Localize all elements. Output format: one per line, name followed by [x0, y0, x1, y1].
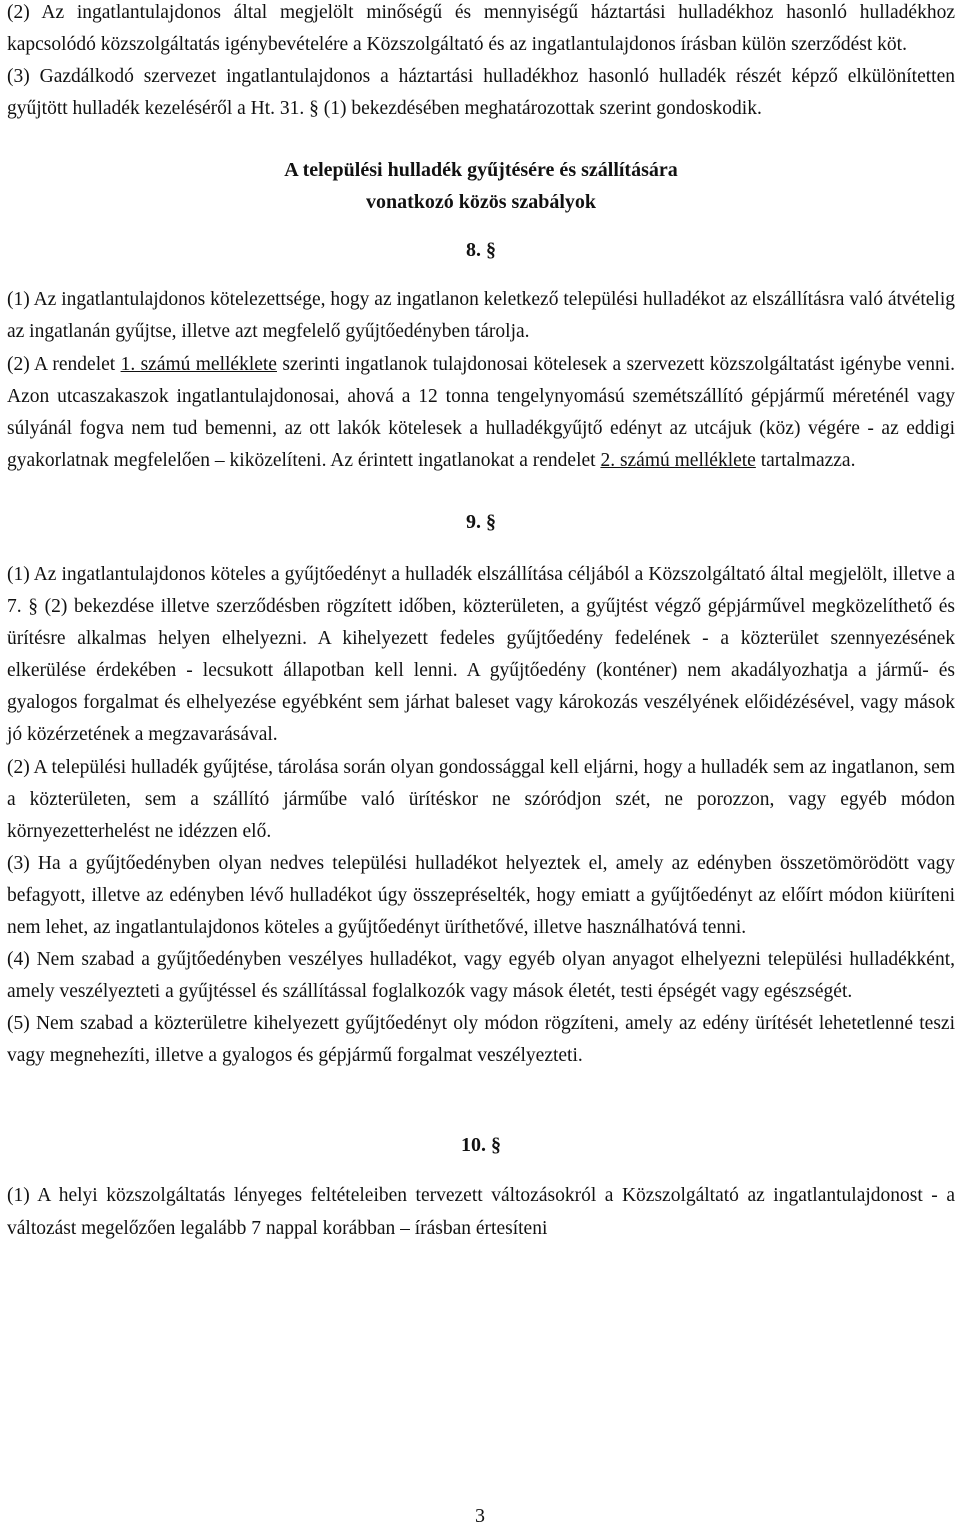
section-heading-line1: A települési hulladék gyűjtésére és szállítására [284, 159, 678, 182]
section-number-9: 9. § [466, 510, 496, 533]
document-page [7, 0, 955, 1245]
s8-paragraph-2 [7, 349, 955, 477]
s9-paragraph-5: (5) Nem szabad a közterületre kihelyezett gyűjtőedényt oly módon rögzíteni, amely az edény ürítését lehetetlenné teszi vagy megnehezíti, illetve a gyalogos és gépjármű forgalmat veszélyezteti. [7, 1013, 955, 1067]
paragraph-top-3: (3) Gazdálkodó szervezet ingatlantulajdonos a háztartási hulladékhoz hasonló hulladék részét képző elkülönítetten gyűjtött hulladék kezeléséről a Ht. 31. § (1) bekezdésében meghatározottak szerint gondoskodik. [7, 66, 955, 120]
section-number-8: 8. § [466, 239, 496, 262]
s8-paragraph-1: (1) Az ingatlantulajdonos kötelezettsége, hogy az ingatlanon keletkező települési hulladékot az elszállításra való átvételig az ingatlanán gyűjtse, illetve azt megfelelő gyűjtőedényben tárolja. [7, 289, 955, 343]
section-heading-line2: vonatkozó közös szabályok [365, 191, 597, 214]
s8-p2-text-end: tartalmazza. [755, 449, 856, 471]
paragraph-top-2: (2) Az ingatlantulajdonos által megjelölt minőségű és mennyiségű háztartási hulladékhoz hasonló hulladékhoz kapcsolódó közszolgáltatás igénybevételére a Közszolgáltató és az ingatlantulajdonos írásban külön szerződést köt. [7, 2, 955, 56]
section-number-10: 10. § [461, 1134, 501, 1157]
s10-paragraph-1: (1) A helyi közszolgáltatás lényeges feltételeiben tervezett változásokról a Közszolgáltató az ingatlantulajdonost - a változást megelőzően legalább 7 nappal korábban – írásban értesíteni [7, 1185, 955, 1239]
annex-1-link[interactable]: 1. számú melléklete [120, 353, 277, 375]
page-number: 3 [475, 1505, 485, 1527]
s9-paragraph-1: (1) Az ingatlantulajdonos köteles a gyűjtőedényt a hulladék elszállítása céljából a Közszolgáltató által megjelölt, illetve a 7. § (2) bekezdése illetve szerződésben rögzített időben, közterületen, a gyűjtést végző gépjárművel megközelíthető és ürítésre alkalmas helyen elhelyezni. A kihelyezett fedeles gyűjtőedény fedelének - a közterület szennyezésének elkerülése érdekében - lecsukott állapotban kell lenni. A gyűjtőedény (konténer) nem akadályozhatja a jármű- és gyalogos forgalmat és elhelyezése egyébként sem járhat baleset vagy károkozás veszélyének előidézésével, vagy mások jó közérzetének a megzavarásával. [7, 563, 955, 746]
annex-2-link[interactable]: 2. számú melléklete [600, 449, 756, 471]
s9-paragraph-2: (2) A települési hulladék gyűjtése, tárolása során olyan gondossággal kell eljárni, hogy a hulladék sem az ingatlanon, sem a közterületen, sem a szállító járműbe való ürítéskor ne szóródjon szét, ne porozzon, vagy egyéb módon környezetterhelést ne idézzen elő. [7, 756, 955, 842]
s8-p2-text-middle: szerinti ingatlanok tulajdonosai kötelesek a szervezett közszolgáltatást igénybe venni. Azon utcaszakaszok ingatlantulajdonosai, ahová a 12 tonna tengelynyomású szemétszállító gépjármű méreténél vagy súlyánál fogva nem tud bemenni, az ott lakók kötelesek a hulladékgyűjtő edényt az utcájuk (köz) végére - az eddigi gyakorlatnak megfelelően – kiközelíteni. Az érintett ingatlanokat a rendelet [7, 353, 956, 471]
s9-paragraph-3: (3) Ha a gyűjtőedényben olyan nedves települési hulladékot helyeztek el, amely az edényben összetömörödött vagy befagyott, illetve az edényben lévő hulladékot úgy összepréselték, hogy emiatt a gyűjtőedényt az előírt módon kiüríteni nem lehet, az ingatlantulajdonos köteles a gyűjtőedényt üríthetővé, illetve használhatóvá tenni. [7, 852, 955, 938]
s9-paragraph-4: (4) Nem szabad a gyűjtőedényben veszélyes hulladékot, vagy egyéb olyan anyagot elhelyezni települési hulladékként, amely veszélyezteti a gyűjtéssel és szállítással foglalkozók vagy mások életét, testi épségét vagy egészségét. [7, 949, 955, 1003]
s8-p2-text-start: (2) A rendelet [7, 353, 121, 375]
